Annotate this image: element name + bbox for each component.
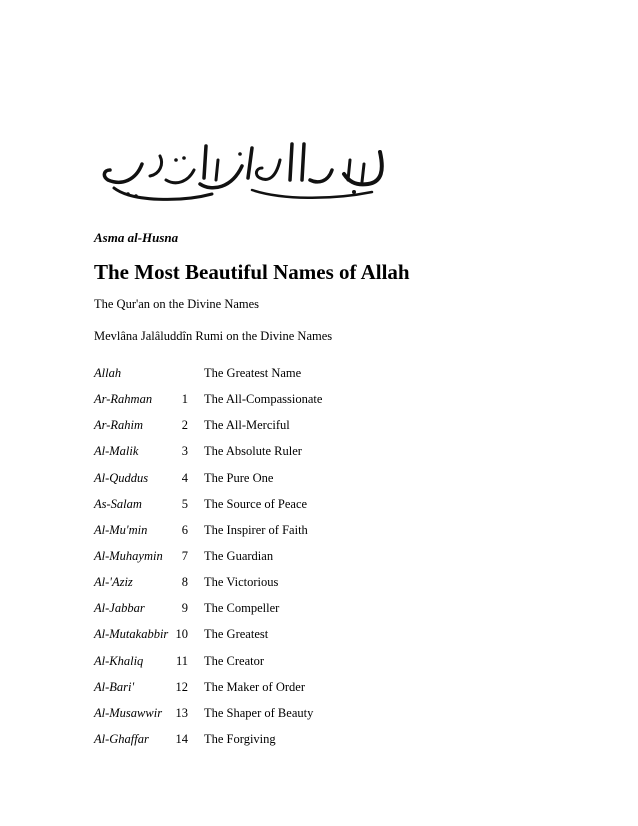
name-row	[94, 571, 514, 597]
name-meaning: The Creator	[204, 653, 265, 668]
name-meaning: The Pure One	[204, 470, 274, 485]
name-row	[94, 597, 514, 623]
name-meaning: The Forgiving	[204, 731, 276, 746]
name-row	[94, 623, 514, 649]
name-row	[94, 388, 514, 414]
name-transliteration: Al-Khaliq	[94, 653, 144, 668]
name-row	[94, 362, 514, 388]
name-transliteration: Ar-Rahim	[94, 418, 144, 433]
name-meaning: The Greatest	[204, 627, 269, 642]
name-meaning: The All-Compassionate	[204, 392, 323, 407]
name-transliteration: Al-Musawwir	[94, 705, 163, 720]
names-list	[94, 362, 514, 754]
name-number: 11	[175, 653, 188, 668]
name-transliteration: As-Salam	[94, 496, 142, 511]
name-meaning: The Guardian	[204, 548, 274, 563]
name-meaning: The Greatest Name	[204, 366, 302, 380]
name-number: 12	[175, 679, 188, 694]
name-transliteration: Al-Quddus	[94, 470, 149, 485]
name-row	[94, 545, 514, 571]
name-meaning: The All-Merciful	[204, 418, 290, 433]
name-number: 13	[175, 705, 188, 720]
name-meaning: The Compeller	[204, 601, 280, 616]
name-number: 7	[181, 548, 188, 563]
name-transliteration: Al-Mu'min	[94, 522, 148, 537]
name-transliteration: Al-Muhaymin	[94, 548, 163, 563]
name-number: 10	[175, 627, 188, 642]
name-row	[94, 493, 514, 519]
name-meaning: The Victorious	[204, 575, 279, 590]
name-transliteration: Al-Mutakabbir	[94, 627, 169, 642]
name-transliteration: Al-Jabbar	[94, 601, 145, 616]
name-row	[94, 676, 514, 702]
name-meaning: The Inspirer of Faith	[204, 522, 308, 537]
name-row	[94, 440, 514, 466]
name-number: 8	[181, 575, 188, 590]
name-row	[94, 519, 514, 545]
name-meaning: The Maker of Order	[204, 679, 305, 694]
name-row	[94, 650, 514, 676]
bismillah-calligraphy	[92, 130, 392, 210]
name-row	[94, 467, 514, 493]
link-rumi-divine-names[interactable]: Mevlâna Jalâluddîn Rumi on the Divine Names	[94, 329, 333, 343]
link-quran-divine-names[interactable]: The Qur'an on the Divine Names	[94, 297, 260, 311]
name-transliteration: Al-Ghaffar	[94, 731, 149, 746]
name-transliteration: Al-Bari'	[94, 679, 135, 694]
name-meaning: The Shaper of Beauty	[204, 705, 314, 720]
name-row	[94, 702, 514, 728]
name-transliteration: Al-Malik	[94, 444, 139, 459]
name-meaning: The Source of Peace	[204, 496, 308, 511]
name-number: 6	[181, 522, 188, 537]
name-number: 9	[181, 601, 188, 616]
name-transliteration: Allah	[94, 366, 122, 380]
page-title: The Most Beautiful Names of Allah	[94, 260, 410, 284]
name-meaning: The Absolute Ruler	[204, 444, 302, 459]
name-number: 2	[181, 418, 188, 433]
name-number: 4	[181, 470, 188, 485]
name-row	[94, 414, 514, 440]
name-transliteration: Al-'Aziz	[94, 575, 133, 590]
name-number: 1	[181, 392, 188, 407]
name-row	[94, 728, 514, 754]
subtitle-kicker: Asma al-Husna	[94, 230, 179, 245]
name-number: 5	[181, 496, 188, 511]
name-transliteration: Ar-Rahman	[94, 392, 153, 407]
name-number: 3	[181, 444, 188, 459]
name-number: 14	[175, 731, 188, 746]
